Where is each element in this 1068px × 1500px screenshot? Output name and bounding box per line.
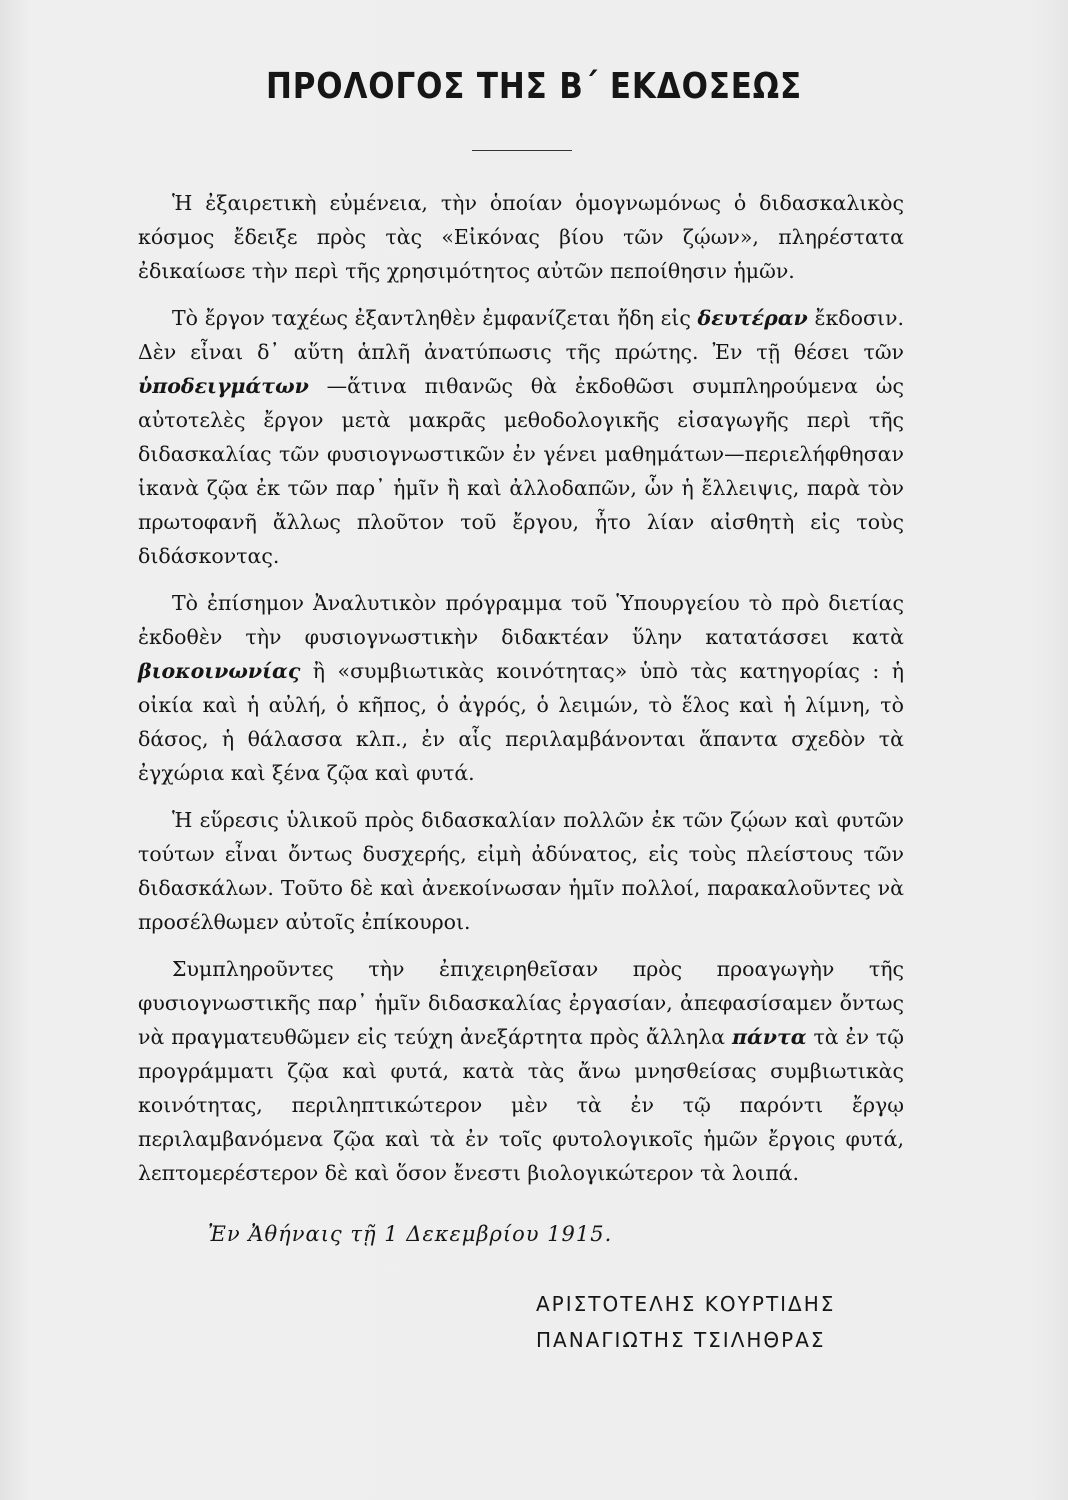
emphasis-word: δευτέραν xyxy=(697,306,808,330)
emphasis-word: ὑποδειγμάτων xyxy=(138,374,309,398)
emphasis-word: πάντα xyxy=(731,1025,807,1049)
author-signature: ΑΡΙΣΤΟΤΕΛΗΣ ΚΟΥΡΤΙΔΗΣ xyxy=(536,1292,836,1316)
signature-block xyxy=(536,1286,835,1358)
paragraph-3 xyxy=(138,586,904,790)
text-span: Συμπληροῦντες τὴν ἐπιχειρηθεῖσαν πρὸς προαγωγὴν τῆς φυσιογνωστικῆς παρ᾽ ἡμῖν διδασκαλίας ἐργασίαν, ἀπεφασίσαμεν ὄντως νὰ πραγματευθῶμεν εἰς τεύχη ἀνεξάρτητα πρὸς ἄλληλα xyxy=(138,957,904,1049)
text-span: ἔκδοσιν. Δὲν εἶναι δ᾽ αὕτη ἁπλῆ ἀνατύπωσις τῆς πρώτης. Ἐν τῇ θέσει τῶν xyxy=(138,306,904,364)
author-signature: ΠΑΝΑΓΙΩΤΗΣ ΤΣΙΛΗΘΡΑΣ xyxy=(536,1328,826,1352)
dateline: Ἐν Ἀθήναις τῇ 1 Δεκεμβρίου 1915. xyxy=(208,1222,613,1246)
title-divider xyxy=(472,150,572,151)
text-span: —ἅτινα πιθανῶς θὰ ἐκδοθῶσι συμπληρούμενα ὡς αὐτοτελὲς ἔργον μετὰ μακρᾶς μεθοδολογικῆς εἰσαγωγῆς περὶ τῆς διδασκαλίας τῶν φυσιογνωστικῶν ἐν γένει μαθημάτων—περιελήφθησαν ἱκανὰ ζῷα ἐκ τῶν παρ᾽ ἡμῖν ἢ καὶ ἀλλοδαπῶν, ὧν ἡ ἔλλειψις, παρὰ τὸν πρωτοφανῆ ἄλλως πλοῦτον τοῦ ἔργου, ἦτο λίαν αἰσθητὴ εἰς τοὺς διδάσκοντας. xyxy=(138,374,904,568)
text-span: Τὸ ἔργον ταχέως ἐξαντληθὲν ἐμφανίζεται ἤδη εἰς xyxy=(172,306,698,330)
paragraph-5 xyxy=(138,952,904,1190)
paragraph-2 xyxy=(138,301,904,573)
page-title: ΠΡΟΛΟΓΟΣ ΤΗΣ Β΄ ΕΚΔΟΣΕΩΣ xyxy=(265,66,802,107)
emphasis-word: βιοκοινωνίας xyxy=(138,659,301,683)
text-span: Τὸ ἐπίσημον Ἀναλυτικὸν πρόγραμμα τοῦ Ὑπουργείου τὸ πρὸ διετίας ἐκδοθὲν τὴν φυσιογνωστικὴν διδακτέαν ὕλην κατατάσσει κατὰ xyxy=(138,591,904,649)
paragraph-4: Ἡ εὕρεσις ὑλικοῦ πρὸς διδασκαλίαν πολλῶν ἐκ τῶν ζῴων καὶ φυτῶν τούτων εἶναι ὄντως δυσχερής, εἰμὴ ἀδύνατος, εἰς τοὺς πλείστους τῶν διδασκάλων. Τοῦτο δὲ καὶ ἀνεκοίνωσαν ἡμῖν πολλοί, παρακαλοῦντες νὰ προσέλθωμεν αὐτοῖς ἐπίκουροι. xyxy=(138,808,904,934)
text-span: τὰ ἐν τῷ προγράμματι ζῷα καὶ φυτά, κατὰ τὰς ἄνω μνησθείσας συμβιωτικὰς κοινότητας, περιληπτικώτερον μὲν τὰ ἐν τῷ παρόντι ἔργῳ περιλαμβανόμενα ζῷα καὶ τὰ ἐν τοῖς φυτολογικοῖς ἡμῶν ἔργοις φυτά, λεπτομερέστερον δὲ καὶ ὅσον ἔνεστι βιολογικώτερον τὰ λοιπά. xyxy=(138,1025,904,1185)
text-span: ἢ «συμβιωτικὰς κοινότητας» ὑπὸ τὰς κατηγορίας : ἡ οἰκία καὶ ἡ αὐλή, ὁ κῆπος, ὁ ἀγρός, ὁ λειμών, τὸ ἕλος καὶ ἡ λίμνη, τὸ δάσος, ἡ θάλασσα κλπ., ἐν αἷς περιλαμβάνονται ἅπαντα σχεδὸν τὰ ἐγχώρια καὶ ξένα ζῷα καὶ φυτά. xyxy=(138,659,904,785)
paragraph-1: Ἡ ἐξαιρετικὴ εὐμένεια, τὴν ὁποίαν ὁμογνωμόνως ὁ διδασκαλικὸς κόσμος ἔδειξε πρὸς τὰς «Εἰκόνας βίου τῶν ζῴων», πληρέστατα ἐδικαίωσε τὴν περὶ τῆς χρησιμότητος αὐτῶν πεποίθησιν ἡμῶν. xyxy=(138,191,904,283)
preface-body xyxy=(138,186,904,1203)
